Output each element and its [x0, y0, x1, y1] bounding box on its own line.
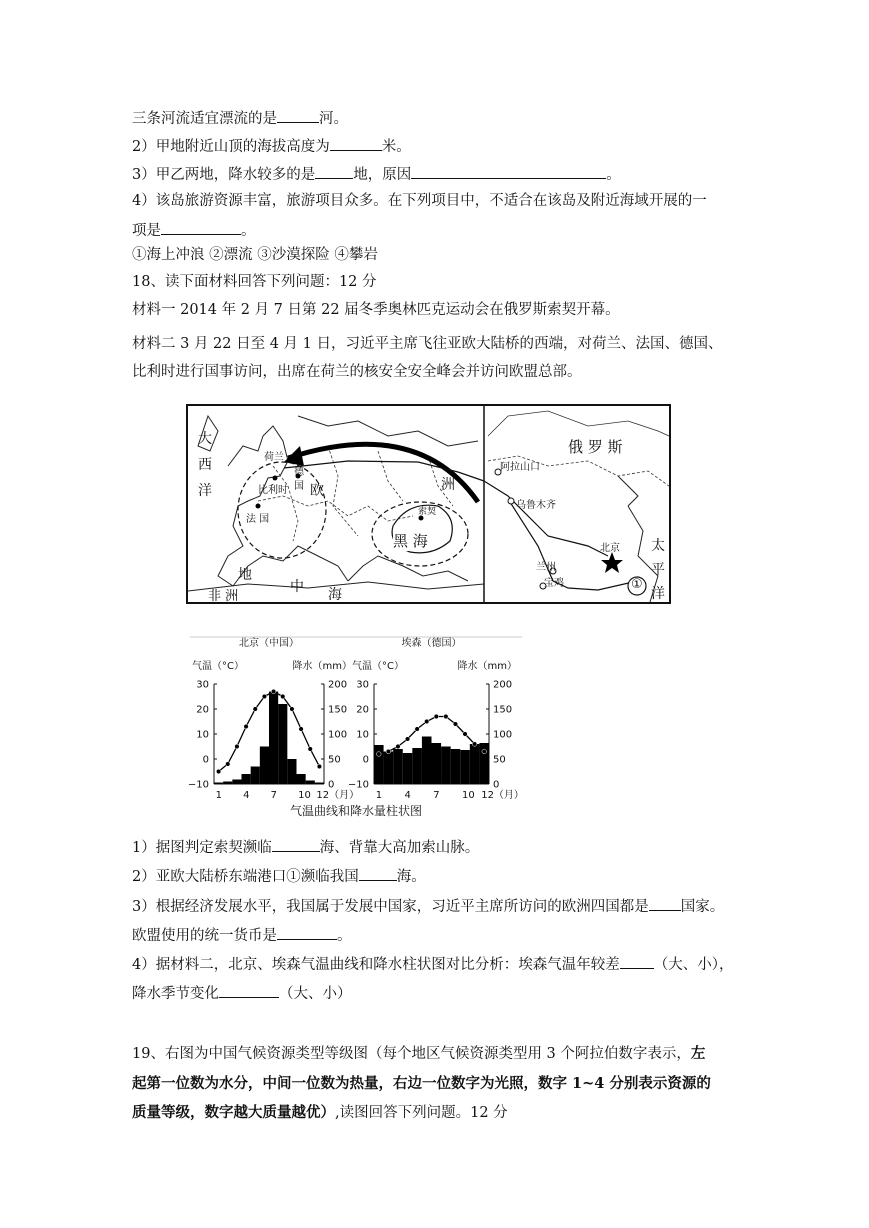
precip-bar [460, 750, 470, 784]
precip-bar [260, 747, 269, 785]
answer-blank[interactable] [161, 219, 241, 235]
label-urumqi: 乌鲁木齐 [516, 500, 556, 511]
answer-blank[interactable] [411, 163, 606, 179]
label-netherlands: 荷兰 [264, 452, 284, 463]
precip-tick-label: 200 [328, 679, 348, 691]
answer-blank[interactable] [277, 107, 319, 123]
temperature-point [262, 694, 267, 699]
precip-bar [393, 749, 403, 784]
q18-sub4: 4）据材料二，北京、埃森气温曲线和降水柱状图对比分析：埃森气温年较差 （大、小）， [132, 953, 733, 975]
label-atlantic: 大 西 洋 [198, 431, 212, 499]
temperature-point [280, 694, 285, 699]
temperature-point [317, 764, 322, 769]
label-france: 法 国 [246, 514, 270, 525]
precip-bar [278, 704, 287, 784]
answer-blank[interactable] [315, 163, 353, 179]
precip-bar [441, 747, 451, 785]
precip-tick-label: 50 [328, 754, 341, 766]
month-tick-label: 10 [462, 790, 475, 801]
climate-charts [186, 632, 526, 822]
month-tick-label: 7 [270, 790, 277, 801]
temp-tick-label: 30 [356, 679, 369, 691]
precip-tick-label: 50 [493, 754, 506, 766]
precip-bar [251, 767, 260, 785]
q17-line1: 三条河流适宜漂流的是 河。 [132, 107, 348, 129]
label-europe-left: 欧 [310, 483, 324, 499]
precip-bar [451, 749, 461, 784]
answer-blank[interactable] [620, 953, 654, 969]
label-sochi: 索契 [418, 507, 437, 517]
month-tick-label: 12（月） [316, 790, 360, 801]
precip-bar [470, 744, 480, 784]
precip-bar [306, 781, 315, 785]
q19-line3: 质量等级，数字越大质量越优）,读图回答下列问题。12 分 [132, 1104, 508, 1121]
month-tick-label: 12（月） [481, 790, 524, 801]
temperature-point [386, 749, 391, 754]
q18-sub1: 1）据图判定索契濒临 海、背靠大高加索山脉。 [132, 836, 479, 858]
q18-material1: 材料一 2014 年 2 月 7 日第 22 届冬季奥林匹克运动会在俄罗斯索契开幕。 [132, 302, 620, 318]
precip-bar [432, 743, 442, 784]
precip-bar [223, 782, 232, 785]
precip-tick-label: 0 [328, 779, 335, 791]
temp-tick-label: 30 [196, 679, 209, 691]
label-alashankou: 阿拉山口 [500, 462, 540, 473]
q17-line3: 3）甲乙两地，降水较多的是 地，原因 。 [132, 163, 621, 185]
chart-city-name: 北京（中国） [239, 638, 299, 649]
precip-bar [214, 783, 223, 785]
q18-material2b: 比利时进行国事访问，出席在荷兰的核安全安全峰会并访问欧盟总部。 [132, 364, 582, 380]
label-russia: 俄 罗 斯 [568, 438, 623, 456]
temp-tick-label: 10 [196, 729, 209, 741]
label-med-1: 地 [238, 567, 252, 583]
temperature-point [271, 689, 276, 694]
precip-bar [287, 759, 296, 784]
temperature-point [444, 714, 449, 719]
temperature-point [434, 714, 439, 719]
label-lanzhou: 兰州 [536, 562, 556, 573]
beijing-star-icon [601, 552, 623, 573]
chart-city-name: 埃森（德国） [401, 638, 462, 649]
label-belgium: 比利时 [258, 485, 288, 496]
precip-bar [374, 745, 384, 784]
precip-tick-label: 100 [328, 729, 348, 741]
temperature-point [415, 727, 420, 732]
temperature-point [244, 724, 249, 729]
temperature-point [253, 707, 258, 712]
month-tick-label: 10 [298, 790, 311, 801]
q17-line2: 2）甲地附近山顶的海拔高度为 米。 [132, 135, 411, 157]
q19-line2: 起第一位数为水分，中间一位数为热量，右边一位数字为光照，数字 1~4 分别表示资源的 [132, 1075, 711, 1092]
temp-tick-label: 20 [196, 704, 209, 716]
q18-material2a: 材料二 3 月 22 日至 4 月 1 日，习近平主席飞往亚欧大陆桥的西端，对荷兰、法国、德国、 [132, 336, 723, 352]
q17-options: ①海上冲浪 ②漂流 ③沙漠探险 ④攀岩 [132, 247, 378, 263]
q18-title: 18、读下面材料回答下列问题：12 分 [132, 274, 377, 290]
precip-bar [412, 748, 422, 784]
label-beijing: 北京 [600, 543, 620, 554]
temperature-point [225, 762, 230, 767]
right-axis-label: 降水（mm） [457, 661, 517, 672]
eurasia-land-bridge-map [186, 404, 671, 604]
precip-bar [269, 692, 278, 785]
precip-bar [232, 780, 241, 785]
precip-tick-label: 150 [493, 704, 513, 716]
label-pacific: 太 平 洋 [651, 538, 665, 602]
answer-blank[interactable] [330, 135, 382, 151]
temp-tick-label: 0 [202, 754, 209, 766]
precip-bar [384, 752, 394, 785]
month-tick-label: 4 [243, 790, 250, 801]
precip-bar [242, 774, 251, 784]
q18-sub4-cont: 降水季节变化 （大、小） [132, 982, 352, 1004]
answer-blank[interactable] [272, 836, 320, 852]
precip-tick-label: 100 [493, 729, 513, 741]
precip-bar [315, 783, 324, 785]
temperature-point [235, 744, 240, 749]
precip-bar [403, 753, 413, 784]
label-port-1: ① [631, 577, 643, 592]
month-tick-label: 4 [404, 790, 411, 801]
label-black-sea: 黑 海 [393, 532, 428, 550]
label-med-2: 中 [290, 579, 304, 595]
temperature-point [376, 752, 381, 757]
precip-tick-label: 200 [493, 679, 513, 691]
temp-tick-label: 0 [362, 754, 369, 766]
q18-sub2: 2）亚欧大陆桥东端港口①濒临我国 海。 [132, 865, 426, 887]
precip-tick-label: 0 [493, 779, 500, 791]
temp-tick-label: −10 [347, 779, 369, 791]
q17-line5: 项是 。 [132, 219, 256, 241]
label-baoji: 宝鸡 [544, 578, 564, 589]
temperature-point [216, 769, 221, 774]
temperature-point [308, 747, 313, 752]
q19-line1: 19、右图为中国气候资源类型等级图（每个地区气候资源类型用 3 个阿拉伯数字表示，左 [132, 1045, 706, 1062]
temperature-point [453, 722, 458, 727]
answer-blank[interactable] [649, 895, 681, 911]
q18-sub3: 3）根据经济发展水平，我国属于发展中国家，习近平主席所访问的欧洲四国都是 国家。 [132, 895, 724, 917]
precip-bar [422, 737, 432, 785]
label-med-3: 海 [328, 587, 342, 603]
left-axis-label: 气温（°C） [192, 661, 244, 672]
label-germany: 德 国 [294, 467, 304, 492]
temperature-point [424, 719, 429, 724]
temperature-point [463, 732, 468, 737]
q18-sub3-cont: 欧盟使用的统一货币是 。 [132, 924, 352, 946]
left-axis-label: 气温（°C） [352, 661, 404, 672]
chart-title: 气温曲线和降水量柱状图 [289, 804, 423, 818]
temperature-point [472, 742, 477, 747]
answer-blank[interactable] [277, 924, 337, 940]
right-axis-label: 降水（mm） [292, 661, 352, 672]
climate-chart-svg [186, 632, 526, 822]
temperature-point [299, 727, 304, 732]
answer-blank[interactable] [219, 982, 279, 998]
precip-bar [297, 774, 306, 784]
temperature-point [290, 707, 295, 712]
answer-blank[interactable] [359, 865, 397, 881]
label-europe: 洲 [441, 477, 455, 493]
precip-tick-label: 150 [328, 704, 348, 716]
label-africa: 非 洲 [208, 589, 239, 604]
q17-line4: 4）该岛旅游资源丰富，旅游项目众多。在下列项目中，不适合在该岛及附近海域开展的一 [132, 193, 707, 209]
month-tick-label: 1 [215, 790, 222, 801]
temp-tick-label: 20 [356, 704, 369, 716]
temperature-point [482, 749, 487, 754]
temp-tick-label: −10 [187, 779, 209, 791]
temperature-point [396, 744, 401, 749]
month-tick-label: 7 [433, 790, 440, 801]
month-tick-label: 1 [375, 790, 383, 801]
temp-tick-label: 10 [356, 729, 369, 741]
temperature-point [405, 737, 410, 742]
